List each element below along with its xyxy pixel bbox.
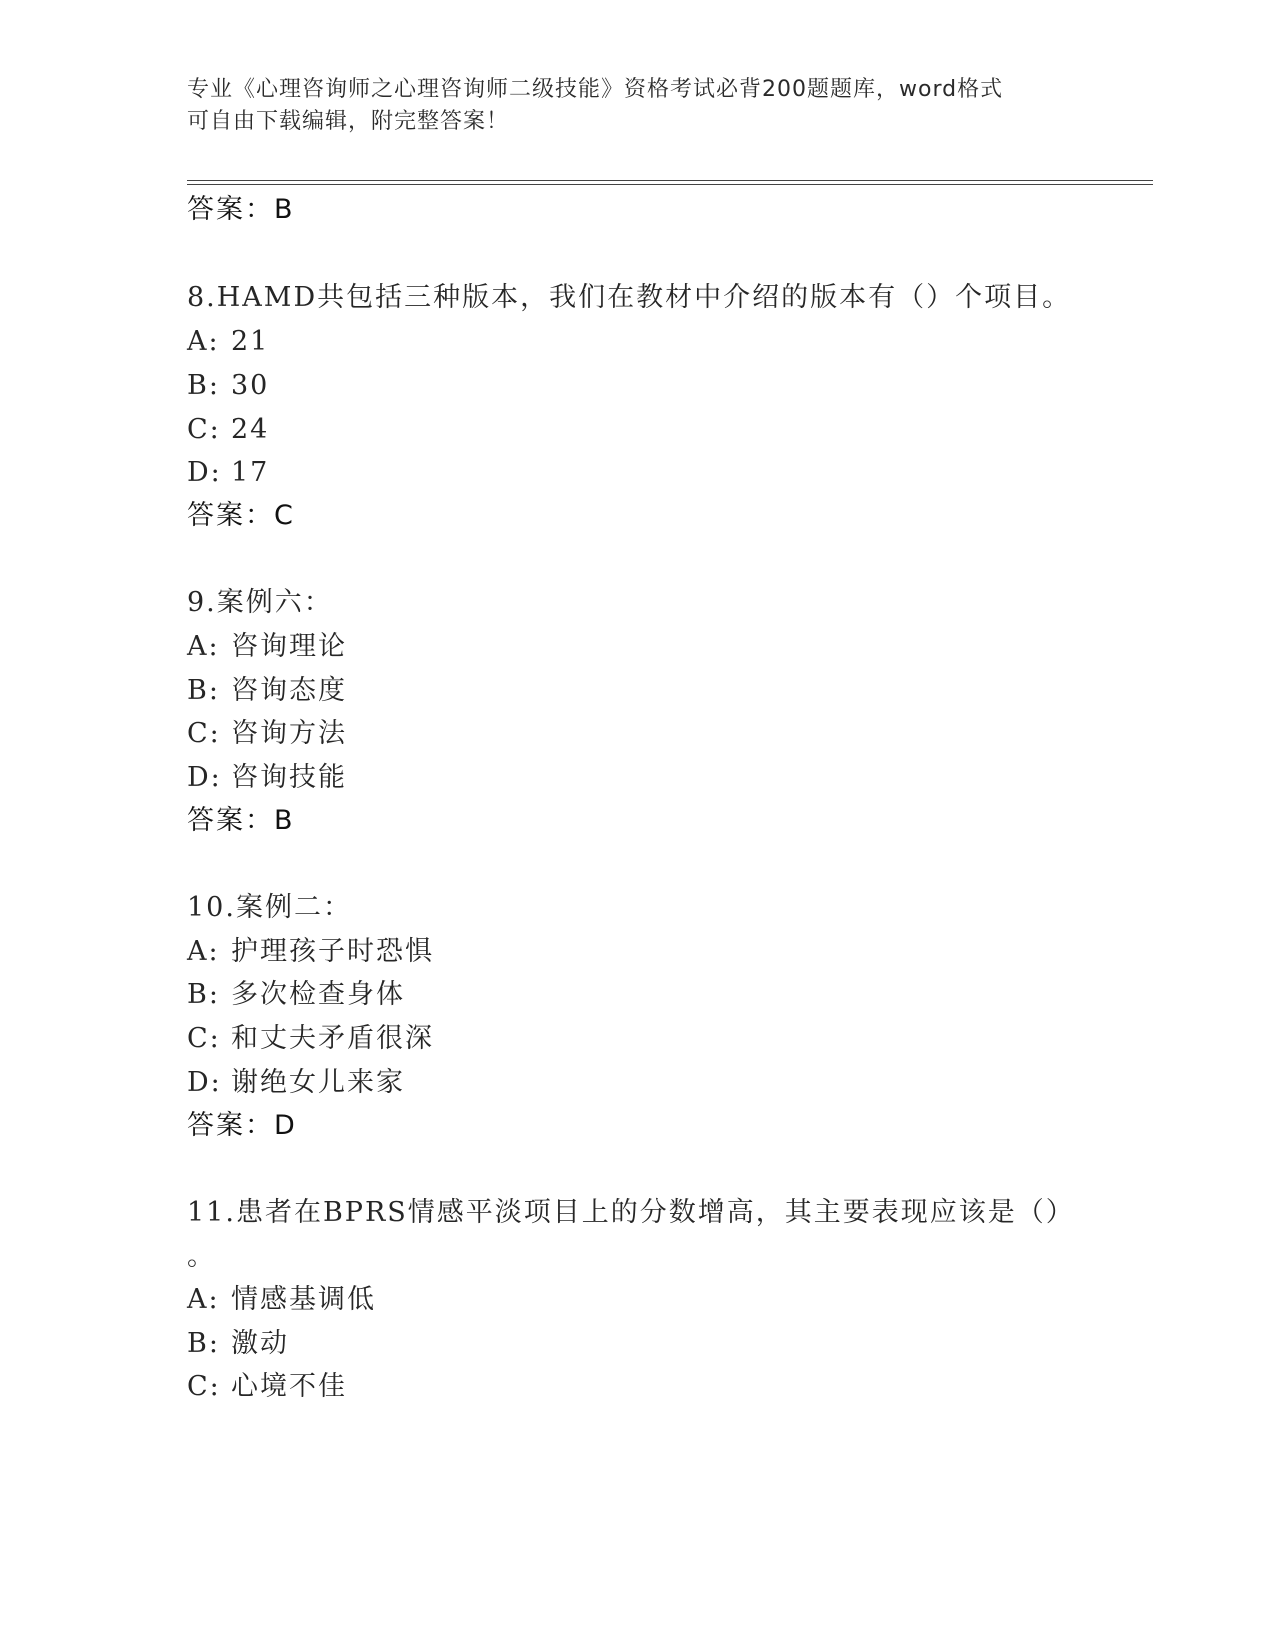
question-text: 患者在BPRS情感平淡项目上的分数增高，其主要表现应该是（） <box>235 1197 1075 1228</box>
option-text: 21 <box>231 326 270 357</box>
question-8 <box>187 281 1071 315</box>
option-c <box>187 413 269 447</box>
option-letter: A: <box>187 936 220 967</box>
option-letter: C: <box>187 718 221 749</box>
option-a <box>187 630 347 664</box>
option-d <box>187 1066 405 1100</box>
option-text: 24 <box>231 414 270 445</box>
option-text: 和丈夫矛盾很深 <box>231 1023 434 1054</box>
option-d <box>187 761 347 795</box>
option-letter: D: <box>187 457 222 488</box>
answer-10: 答案：D <box>187 1110 297 1141</box>
option-letter: B: <box>187 370 220 401</box>
option-b <box>187 674 347 708</box>
option-text: 谢绝女儿来家 <box>231 1067 405 1098</box>
option-letter: C: <box>187 414 221 445</box>
question-9 <box>187 586 333 620</box>
option-letter: C: <box>187 1371 221 1402</box>
answer-8: 答案：C <box>187 500 295 531</box>
option-a <box>187 1283 376 1317</box>
option-text: 咨询理论 <box>231 631 347 662</box>
question-11 <box>187 1196 1075 1230</box>
header-divider-top <box>187 180 1153 181</box>
option-text: 咨询技能 <box>231 762 347 793</box>
header-line-2: 可自由下载编辑，附完整答案！ <box>187 109 510 134</box>
question-11-continuation: 。 <box>187 1241 216 1272</box>
document-header <box>187 74 1087 138</box>
option-letter: B: <box>187 979 220 1010</box>
option-letter: D: <box>187 762 222 793</box>
option-letter: A: <box>187 326 220 357</box>
option-letter: B: <box>187 1328 220 1359</box>
option-b <box>187 978 405 1012</box>
option-text: 30 <box>231 370 270 401</box>
question-text: 案例六： <box>216 587 333 618</box>
answer-9: 答案：B <box>187 805 295 836</box>
option-text: 多次检查身体 <box>231 979 405 1010</box>
option-letter: D: <box>187 1067 222 1098</box>
header-line-1: 专业《心理咨询师之心理咨询师二级技能》资格考试必背200题题库，word格式 <box>187 77 1004 102</box>
question-number: 8. <box>187 282 217 313</box>
option-b <box>187 1327 289 1361</box>
option-letter: A: <box>187 1284 220 1315</box>
option-letter: B: <box>187 675 220 706</box>
option-letter: C: <box>187 1023 221 1054</box>
option-c <box>187 1022 434 1056</box>
option-text: 情感基调低 <box>231 1284 376 1315</box>
option-b <box>187 369 269 403</box>
option-text: 心境不佳 <box>231 1371 347 1402</box>
question-text: HAMD共包括三种版本，我们在教材中介绍的版本有（）个项目。 <box>216 282 1072 313</box>
option-text: 激动 <box>231 1328 289 1359</box>
option-d <box>187 456 269 490</box>
header-divider-bottom <box>187 184 1153 185</box>
option-c <box>187 1370 347 1404</box>
option-text: 17 <box>231 457 270 488</box>
option-a <box>187 325 269 359</box>
question-number: 11. <box>187 1197 236 1228</box>
question-number: 10. <box>187 892 236 923</box>
option-text: 咨询方法 <box>231 718 347 749</box>
question-number: 9. <box>187 587 217 618</box>
option-text: 护理孩子时恐惧 <box>231 936 434 967</box>
option-letter: A: <box>187 631 220 662</box>
question-10 <box>187 891 352 925</box>
option-text: 咨询态度 <box>231 675 347 706</box>
option-c <box>187 717 347 751</box>
previous-answer: 答案：B <box>187 194 295 225</box>
question-text: 案例二： <box>235 892 352 923</box>
option-a <box>187 935 434 969</box>
